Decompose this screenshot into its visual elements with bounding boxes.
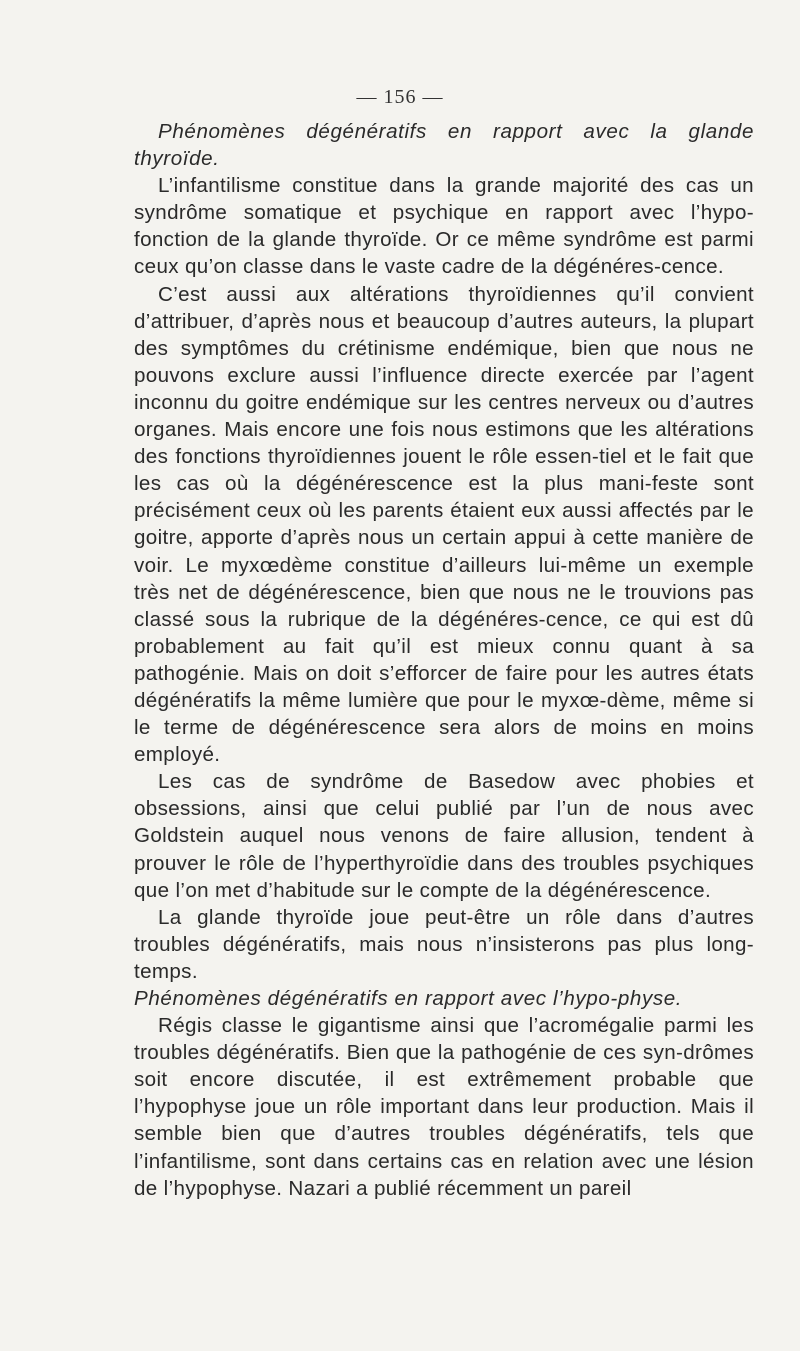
body-text: [134, 118, 754, 1202]
paragraph: Régis classe le gigantisme ainsi que l’acromégalie parmi les troubles dégénératifs. Bien que la pathogénie de ces syn-drômes soit encore discutée, il est extrêmement probable que l’hypophyse joue un rôle important dans leur production. Mais il semble bien que d’autres troubles dégénératifs, tels que l’infantilisme, sont dans certains cas en relation avec une lésion de l’hypophyse. Nazari a publié récemment un pareil: [134, 1014, 754, 1200]
paragraph: L’infantilisme constitue dans la grande majorité des cas un syndrôme somatique et psychique en rapport avec l’hypo-fonction de la glande thyroïde. Or ce même syndrôme est parmi ceux qu’on classe dans le vaste cadre de la dégénéres-cence.: [134, 174, 754, 279]
paragraph: Les cas de syndrôme de Basedow avec phobies et obsessions, ainsi que celui publié par l’un de nous avec Goldstein auquel nous venons de faire allusion, tendent à prouver le rôle de l’hyperthyroïdie dans des troubles psychiques que l’on met d’habitude sur le compte de la dégénérescence.: [134, 770, 754, 902]
section-heading-thyroid: Phénomènes dégénératifs en rapport avec la glande thyroïde.: [134, 120, 754, 171]
paragraph: La glande thyroïde joue peut-être un rôle dans d’autres troubles dégénératifs, mais nous n’insisterons pas plus long-temps.: [134, 905, 754, 983]
paragraph: C’est aussi aux altérations thyroïdiennes qu’il convient d’attribuer, d’après nous et beaucoup d’autres auteurs, la plupart des symptômes du crétinisme endémique, bien que nous ne pouvons exclure aussi l’influence directe exercée par l’agent inconnu du goitre endémique sur les centres nerveux ou d’autres organes. Mais encore une fois nous estimons que les altérations des fonctions thyroïdiennes jouent le rôle essen-tiel et le fait que les cas où la dégénérescence est la plus mani-feste sont précisément ceux où les parents étaient eux aussi affectés par le goitre, apporte d’après nous un certain appui à cette manière de voir. Le myxœdème constitue d’ailleurs lui-même un exemple très net de dégénérescence, bien que nous ne le trouvions pas classé sous la rubrique de la dégénéres-cence, ce qui est dû probablement au fait qu’il est mieux connu quant à sa pathogénie. Mais on doit s’efforcer de faire pour les autres états dégénératifs la même lumière que pour le myxœ-dème, même si le terme de dégénérescence sera alors de moins en moins employé.: [134, 282, 754, 767]
page-number: — 156 —: [356, 86, 444, 108]
section-heading-hypophysis: Phénomènes dégénératifs en rapport avec l’hypo-physe.: [134, 987, 683, 1010]
